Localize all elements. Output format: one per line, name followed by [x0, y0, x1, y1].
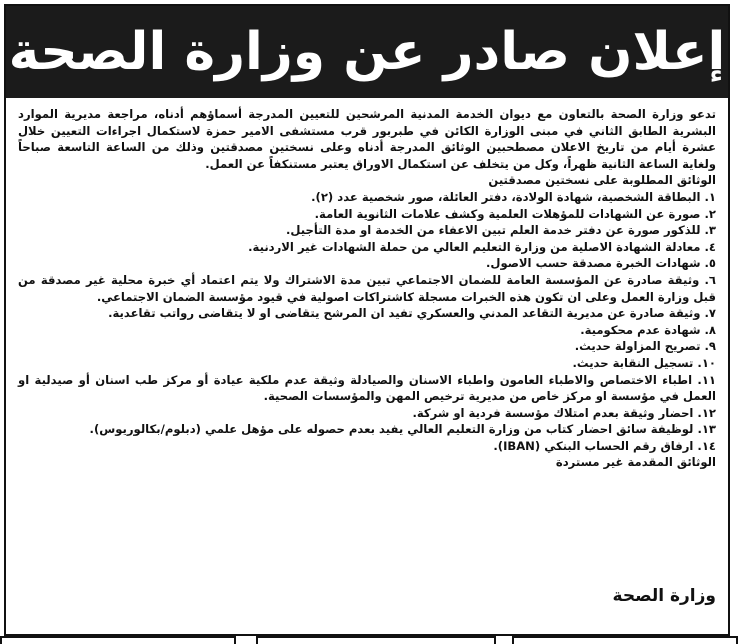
announcement-body [18, 106, 716, 471]
document-item-10: ١٠. تسجيل النقابة حديث. [572, 355, 716, 370]
document-item-4: ٤. معادلة الشهادة الاصلية من وزارة التعليم العالي من حملة الشهادات غير الاردنية. [248, 239, 716, 254]
document-item-1: ١. البطاقة الشخصية، شهادة الولادة، دفتر العائلة، صور شخصية عدد (٢). [311, 189, 716, 204]
document-item-14: ١٤. ارفاق رقم الحساب البنكي (IBAN). [493, 438, 716, 453]
intro-paragraph: تدعو وزارة الصحة بالتعاون مع ديوان الخدمة المدنية المرشحين للتعيين المدرجة أسماؤهم أدناه، مراجعة مديرية الموارد البشرية الطابق الثاني في مبنى الوزارة الكائن في طبربور قرب مستشفى الامير حمزة لاستكمال اجراءات التعيين خلال عشرة أيام من تاريخ الاعلان مصطحبين الوثائق المدرجة أدناه وعلى نسختين مصدقتين وذلك من الساعة التاسعة صباحاً ولغاية الساعة الثانية ظهراً، وكل من يتخلف عن استكمال الاوراق يعتبر مستنكفاً عن العمل. [18, 107, 716, 171]
announcement-title: إعلان صادر عن وزارة الصحة [8, 22, 726, 82]
document-item-13: ١٣. لوظيفة سائق احضار كتاب من وزارة التعليم العالي يفيد بعدم حصوله على مؤهل علمي (دبلوم/بكالوريوس). [89, 422, 716, 437]
document-item-8: ٨. شهادة عدم محكومية. [580, 322, 716, 337]
document-item-7: ٧. وثيقة صادرة عن مديرية التقاعد المدني والعسكري تفيد ان المرشح يتقاضى او لا يتقاضى رواتب تقاعدية. [108, 306, 716, 321]
signature: وزارة الصحة [612, 586, 716, 606]
announcement-header [6, 6, 728, 101]
documents-heading: الوثائق المطلوبة على نسختين مصدقتين [488, 173, 716, 188]
documents-list [18, 189, 716, 455]
document-item-9: ٩. تصريح المزاولة حديث. [574, 339, 716, 354]
closing-note: الوثائق المقدمة غير مستردة [555, 455, 716, 470]
document-item-2: ٢. صورة عن الشهادات للمؤهلات العلمية وكشف علامات الثانوية العامة. [314, 206, 716, 221]
announcement-frame [4, 4, 730, 636]
document-item-5: ٥. شهادات الخبرة مصدقة حسب الاصول. [485, 256, 716, 271]
document-item-12: ١٢. احضار وثيقة بعدم امتلاك مؤسسة فردية او شركة. [412, 405, 716, 420]
document-item-11: ١١. اطباء الاختصاص والاطباء العامون واطباء الاسنان والصيادلة وثيقة عدم ملكية عيادة أو مركز طب اسنان أو صيدلية او العمل في مؤسسة او مركز خاص من مديرية ترخيص المهن والمؤسسات الصحية. [18, 372, 716, 404]
document-item-3: ٣. للذكور صورة عن دفتر خدمة العلم تبين الاعفاء من الخدمة او مدة التأجيل. [286, 223, 716, 238]
document-item-6: ٦. وثيقة صادرة عن المؤسسة العامة للضمان الاجتماعي تبين مدة الاشتراك ولا يتم اعتماد أي خبرة محلية غير مصدقة من قبل وزارة العمل وعلى ان تكون هذه الخبرات مسجلة كاشتراكات اصولية في قيود مؤسسة الضمان الاجتماعي. [18, 272, 716, 304]
